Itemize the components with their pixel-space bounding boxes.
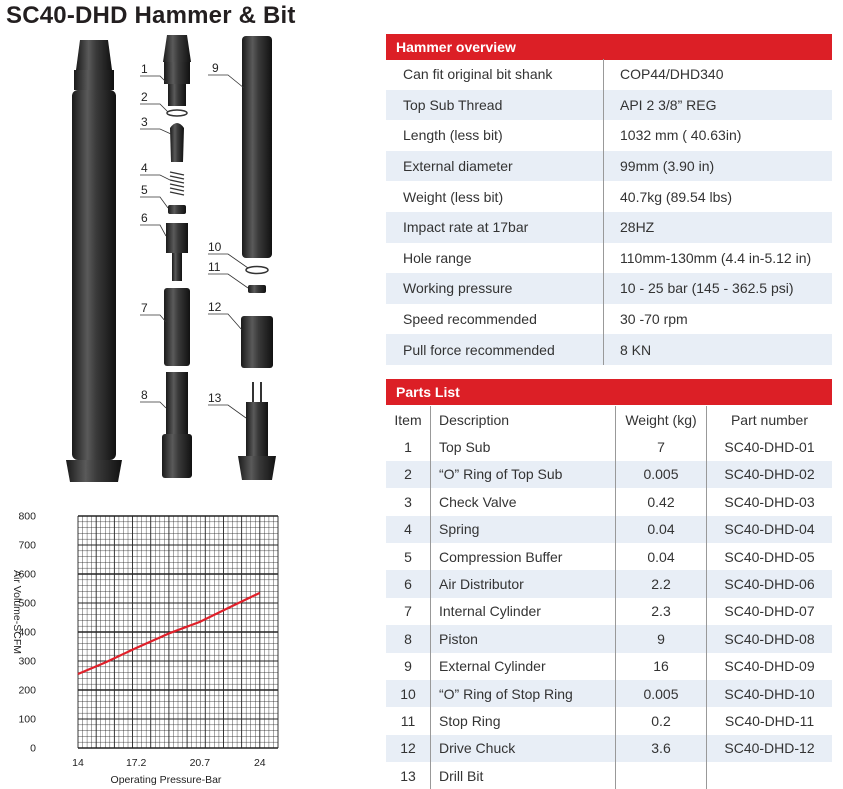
part-8-piston (162, 372, 192, 478)
callout-1: 1 (141, 62, 148, 76)
overview-value: API 2 3/8” REG (604, 90, 833, 121)
overview-row (386, 181, 832, 212)
part-item: 5 (386, 543, 431, 570)
callout-3: 3 (141, 115, 148, 129)
part-description: “O” Ring of Top Sub (431, 461, 616, 488)
part-4-spring (170, 172, 184, 195)
callout-9: 9 (212, 61, 219, 75)
table-row (386, 598, 832, 625)
part-item: 8 (386, 625, 431, 652)
hammer-exploded-drawing (0, 30, 370, 495)
x-tick-label: 24 (253, 757, 266, 769)
x-tick-label: 14 (72, 757, 84, 769)
assembled-hammer (66, 40, 122, 482)
part-13-drill-bit (238, 382, 276, 480)
part-description: Check Valve (431, 488, 616, 515)
part-description: Spring (431, 516, 616, 543)
overview-value: COP44/DHD340 (620, 66, 724, 83)
part-item: 12 (386, 735, 431, 762)
overview-value: 40.7kg (89.54 lbs) (620, 188, 733, 205)
y-tick-label: 700 (18, 539, 36, 552)
part-number: SC40-DHD-06 (707, 570, 833, 597)
part-item: 2 (386, 461, 431, 488)
overview-label: Speed recommended (386, 304, 604, 335)
callout-lines (140, 75, 248, 418)
overview-label: Weight (less bit) (386, 181, 604, 212)
overview-row (386, 59, 832, 90)
part-weight: 9 (616, 625, 707, 652)
callout-4: 4 (141, 161, 148, 175)
part-number: SC40-DHD-11 (724, 712, 815, 729)
overview-value: 10 - 25 bar (145 - 362.5 psi) (604, 273, 833, 304)
y-tick-label: 100 (18, 713, 36, 726)
callout-5: 5 (141, 183, 148, 197)
overview-label: Working pressure (386, 273, 604, 304)
overview-row (386, 90, 832, 121)
hammer-overview-table (386, 59, 832, 365)
table-row (386, 461, 832, 488)
callout-2: 2 (141, 90, 148, 104)
part-9-external-cylinder (242, 36, 272, 258)
part-weight: 16 (616, 653, 707, 680)
overview-label: Top Sub Thread (386, 90, 604, 121)
y-tick-label: 400 (18, 626, 36, 639)
callout-11: 11 (208, 260, 221, 274)
part-item: 3 (386, 488, 431, 515)
part-description: Top Sub (431, 433, 616, 460)
overview-label: Length (less bit) (386, 120, 604, 151)
callout-7: 7 (141, 301, 148, 315)
parts-list-header: Parts List (386, 379, 832, 405)
part-3-check-valve (170, 123, 184, 162)
overview-label: Impact rate at 17bar (386, 212, 604, 243)
y-tick-label: 800 (18, 510, 36, 523)
table-row (386, 543, 832, 570)
overview-row (386, 120, 832, 151)
overview-label: Hole range (386, 243, 604, 274)
part-6-air-distributor (166, 223, 188, 281)
table-row (386, 625, 832, 652)
callout-8: 8 (141, 388, 148, 402)
overview-label: External diameter (386, 151, 604, 182)
table-row (386, 680, 832, 707)
table-row (386, 488, 832, 515)
part-7-internal-cylinder (164, 288, 190, 366)
part-11-stop-ring (248, 285, 266, 293)
table-row (386, 516, 832, 543)
part-weight: 2.2 (616, 570, 707, 597)
part-weight: 0.2 (616, 707, 707, 734)
part-description: External Cylinder (431, 653, 616, 680)
col-header-weight: Weight (kg) (616, 406, 707, 433)
overview-value: 30 -70 rpm (620, 311, 688, 328)
part-number: SC40-DHD-04 (707, 516, 833, 543)
part-description: Internal Cylinder (431, 598, 616, 625)
x-tick-label: 17.2 (125, 757, 147, 769)
overview-value: 110mm-130mm (4.4 in-5.12 in) (620, 249, 812, 266)
y-tick-label: 600 (18, 568, 36, 581)
air-volume-chart (0, 500, 300, 785)
col-header-part-number: Part number (707, 406, 833, 433)
overview-row (386, 334, 832, 365)
part-number: SC40-DHD-07 (724, 603, 815, 620)
part-weight: 3.6 (616, 735, 707, 762)
part-10-o-ring (246, 267, 268, 274)
part-weight: 0.42 (616, 488, 707, 515)
part-weight: 0.005 (616, 461, 707, 488)
part-item: 6 (386, 570, 431, 597)
part-description: Drive Chuck (431, 735, 616, 762)
col-header-description: Description (431, 406, 616, 433)
chart-y-axis-label: Air Volume-SCFM (11, 569, 23, 655)
col-header-item: Item (386, 406, 431, 433)
part-description: Drill Bit (431, 762, 616, 789)
part-weight: 2.3 (616, 598, 707, 625)
overview-row (386, 273, 832, 304)
part-1-top-sub (163, 35, 191, 106)
overview-label: Pull force recommended (386, 334, 604, 365)
part-item: 1 (386, 433, 431, 460)
overview-value: 8 KN (604, 334, 833, 365)
callout-13: 13 (208, 391, 222, 405)
chart-x-axis-label: Operating Pressure-Bar (110, 774, 222, 785)
part-item: 11 (386, 707, 431, 734)
overview-row (386, 151, 832, 182)
part-number: SC40-DHD-10 (707, 680, 833, 707)
y-tick-label: 200 (18, 684, 36, 697)
table-row (386, 735, 832, 762)
part-number: SC40-DHD-02 (707, 461, 833, 488)
table-row (386, 570, 832, 597)
parts-list-column-headers (386, 406, 832, 433)
overview-label: Can fit original bit shank (386, 59, 604, 90)
callout-12: 12 (208, 300, 222, 314)
part-number: SC40-DHD-05 (724, 548, 815, 565)
part-description: “O” Ring of Stop Ring (431, 680, 616, 707)
callout-6: 6 (141, 211, 148, 225)
table-row (386, 707, 832, 734)
hammer-overview-header: Hammer overview (386, 34, 832, 60)
overview-value: 99mm (3.90 in) (604, 151, 833, 182)
part-description: Air Distributor (431, 570, 616, 597)
overview-value: 28HZ (604, 212, 833, 243)
part-item: 10 (386, 680, 431, 707)
x-tick-label: 20.7 (189, 757, 211, 769)
overview-row (386, 304, 832, 335)
y-tick-label: 300 (18, 655, 36, 668)
part-item: 7 (386, 598, 431, 625)
part-2-o-ring (167, 110, 187, 116)
part-weight: 0.04 (616, 543, 707, 570)
part-number: SC40-DHD-01 (724, 439, 815, 456)
part-number: SC40-DHD-08 (707, 625, 833, 652)
overview-value: 1032 mm ( 40.63in) (620, 127, 742, 144)
part-12-drive-chuck (241, 316, 273, 368)
part-item: 4 (386, 516, 431, 543)
part-description: Compression Buffer (431, 543, 616, 570)
part-description: Stop Ring (431, 707, 616, 734)
part-number: SC40-DHD-09 (724, 658, 815, 675)
table-row (386, 653, 832, 680)
callout-10: 10 (208, 240, 222, 254)
part-weight: 0.04 (616, 516, 707, 543)
part-weight: 7 (616, 433, 707, 460)
part-weight: 0.005 (616, 680, 707, 707)
part-description: Piston (431, 625, 616, 652)
parts-list-table (386, 406, 832, 789)
part-5-compression-buffer (168, 205, 186, 214)
chart-grid (78, 516, 278, 748)
overview-row (386, 243, 832, 274)
overview-row (386, 212, 832, 243)
y-tick-label: 500 (18, 597, 36, 610)
part-item: 9 (386, 653, 431, 680)
table-row (386, 433, 832, 460)
part-number: SC40-DHD-12 (707, 735, 833, 762)
part-item: 13 (386, 762, 431, 789)
page-title: SC40-DHD Hammer & Bit (6, 2, 296, 29)
y-tick-label: 0 (30, 742, 36, 755)
part-number: SC40-DHD-03 (724, 493, 815, 510)
